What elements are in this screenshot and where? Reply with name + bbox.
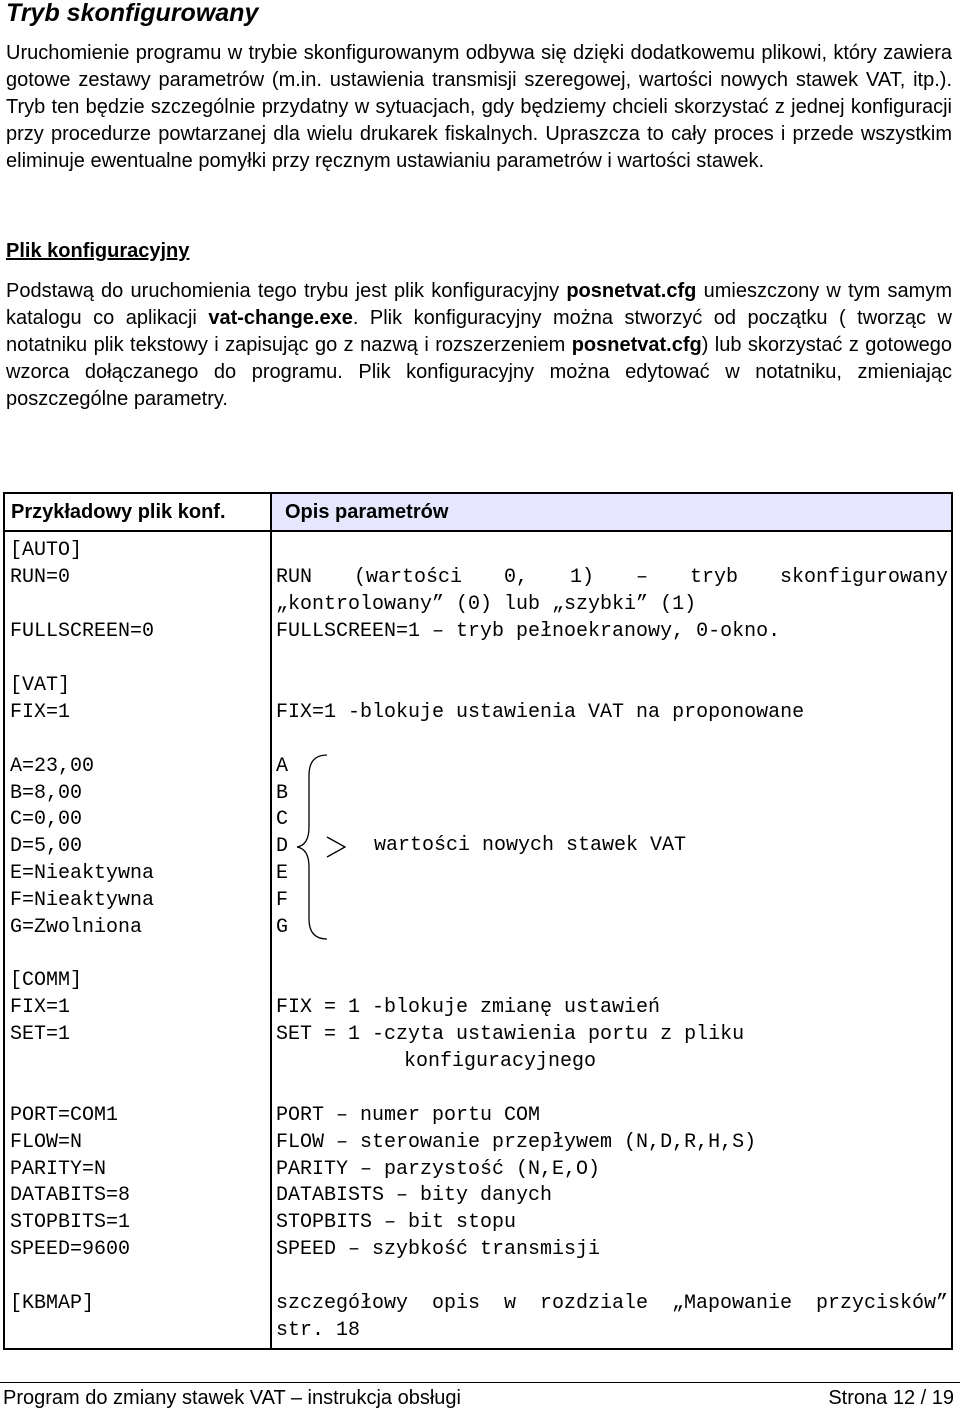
config-text-2: umieszczony w tym samym katalogu co aplikacji (6, 280, 952, 329)
cfg-rate-b: B=8,00 (10, 782, 83, 805)
desc-comm-fix: FIX = 1 -blokuje zmianę ustawień (276, 996, 661, 1019)
config-filename: posnetvat.cfg (566, 280, 697, 302)
vat-letter-a: A (276, 755, 289, 778)
desc-flow: FLOW – sterowanie przepływem (N,D,R,H,S) (276, 1131, 757, 1154)
cfg-rate-f: F=Nieaktywna (10, 889, 155, 912)
desc-set-line2: konfiguracyjnego (404, 1050, 597, 1073)
desc-kbmap: szczegółowy opis w rozdziale „Mapowanie przycisków” str. 18 (276, 1292, 948, 1342)
cfg-vat-section: [VAT] (10, 674, 71, 697)
cfg-stopbits: STOPBITS=1 (10, 1211, 131, 1234)
desc-port: PORT – numer portu COM (276, 1104, 541, 1127)
table-header-sample: Przykładowy plik konf. (11, 501, 226, 523)
desc-parity: PARITY – parzystość (N,E,O) (276, 1158, 601, 1181)
cfg-rate-e: E=Nieaktywna (10, 862, 155, 885)
cfg-speed: SPEED=9600 (10, 1238, 131, 1261)
cfg-run: RUN=0 (10, 566, 71, 589)
config-paragraph (6, 278, 952, 413)
footer-document-title: Program do zmiany stawek VAT – instrukcja obsługi (3, 1387, 461, 1409)
desc-run: RUN (wartości 0, 1) – tryb skonfigurowany „kontrolowany” (0) lub „szybki” (1) (276, 566, 948, 616)
vat-letter-d: D (276, 835, 289, 858)
cfg-port: PORT=COM1 (10, 1104, 119, 1127)
cfg-rate-d: D=5,00 (10, 835, 83, 858)
cfg-vat-fix: FIX=1 (10, 701, 71, 724)
config-text-4: ) lub skorzystać z gotowego wzorca dołączanego do programu. Plik konfiguracyjny można edytować w notatniku, zmieniając poszczególne parametry. (6, 334, 953, 410)
cfg-databits: DATABITS=8 (10, 1184, 131, 1207)
page-footer (0, 1382, 960, 1412)
cfg-rate-c: C=0,00 (10, 808, 83, 831)
curly-brace-icon (293, 753, 353, 943)
section-heading: Tryb skonfigurowany (6, 0, 259, 27)
config-text-3: . Plik konfiguracyjny można stworzyć od początku ( tworząc w notatniku plik tekstowy i zapisując go z nazwą i rozszerzeniem (6, 307, 952, 356)
vat-letter-b: B (276, 782, 289, 805)
cfg-flow: FLOW=N (10, 1131, 83, 1154)
table-header-description: Opis parametrów (285, 501, 449, 523)
desc-vat-fix: FIX=1 -blokuje ustawienia VAT na proponowane (276, 701, 805, 724)
desc-set-line1: SET = 1 -czyta ustawienia portu z pliku (276, 1023, 745, 1046)
desc-vat-values: wartości nowych stawek VAT (374, 834, 687, 857)
desc-speed: SPEED – szybkość transmisji (276, 1238, 601, 1261)
table-column-divider (270, 494, 272, 1348)
subsection-heading: Plik konfiguracyjny (6, 240, 190, 262)
desc-fullscreen: FULLSCREEN=1 – tryb pełnoekranowy, 0-okno. (276, 620, 781, 643)
cfg-auto-section: [AUTO] (10, 539, 83, 562)
cfg-comm-fix: FIX=1 (10, 996, 71, 1019)
desc-databits: DATABISTS – bity danych (276, 1184, 553, 1207)
cfg-parity: PARITY=N (10, 1158, 107, 1181)
config-filename-2: posnetvat.cfg (571, 334, 702, 356)
cfg-rate-a: A=23,00 (10, 755, 95, 778)
footer-page-number: Strona 12 / 19 (828, 1387, 954, 1409)
cfg-rate-g: G=Zwolniona (10, 916, 143, 939)
vat-letter-c: C (276, 808, 289, 831)
vat-letter-f: F (276, 889, 289, 912)
cfg-fullscreen: FULLSCREEN=0 (10, 620, 155, 643)
intro-paragraph: Uruchomienie programu w trybie skonfigurowanym odbywa się dzięki dodatkowemu plikowi, który zawiera gotowe zestawy parametrów (m.in. ustawienia transmisji szeregowej, wartości nowych stawek VAT, itp.). Tryb ten będzie szczególnie przydatny w sytuacjach, gdy będziemy chcieli skorzystać z jednej konfiguracji przy procedurze powtarzanej dla wielu drukarek fiskalnych. Upraszcza to cały proces i przede wszystkim eliminuje ewentualne pomyłki przy ręcznym ustawianiu parametrów i wartości stawek. (6, 42, 952, 172)
cfg-set: SET=1 (10, 1023, 71, 1046)
app-exename: vat-change.exe (208, 307, 353, 329)
cfg-kbmap-section: [KBMAP] (10, 1292, 95, 1315)
table-header-row (5, 494, 951, 532)
cfg-comm-section: [COMM] (10, 969, 83, 992)
vat-letter-e: E (276, 862, 289, 885)
vat-letter-g: G (276, 916, 289, 939)
desc-stopbits: STOPBITS – bit stopu (276, 1211, 517, 1234)
config-text-1: Podstawą do uruchomienia tego trybu jest plik konfiguracyjny (6, 280, 567, 302)
